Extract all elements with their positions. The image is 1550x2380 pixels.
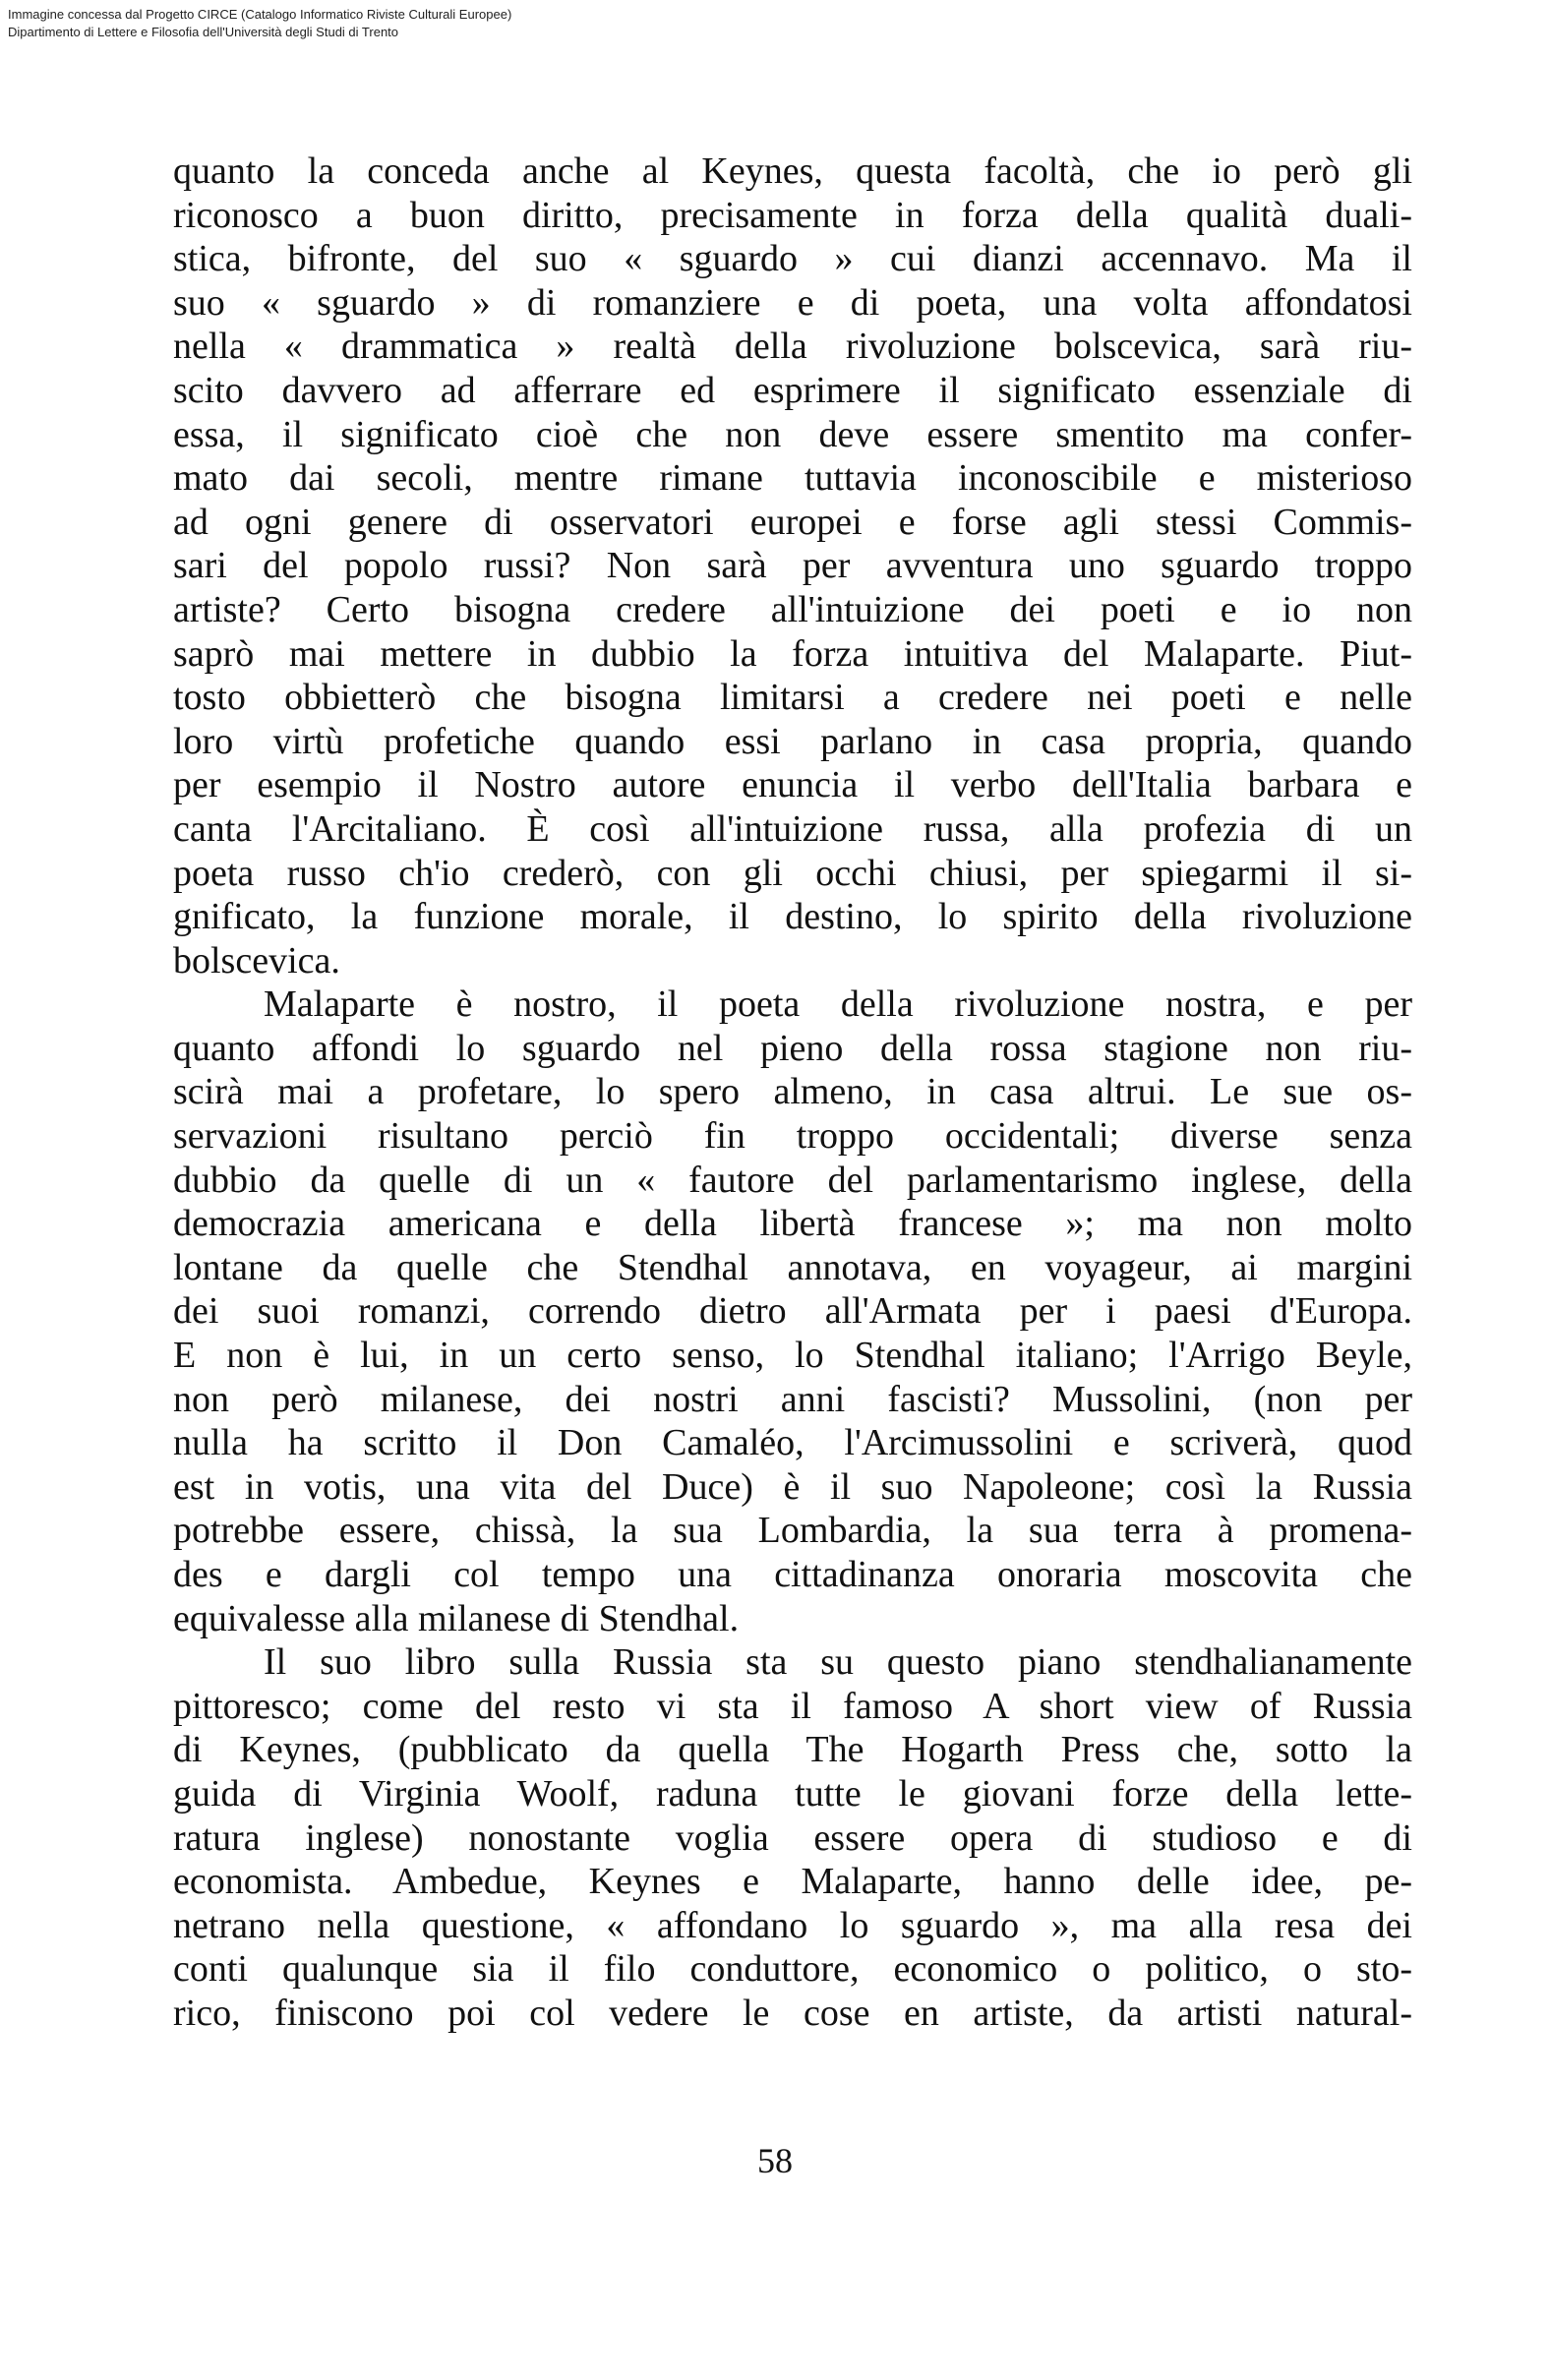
text-line: suo « sguardo » di romanziere e di poeta, una volta affondatosi (173, 281, 1412, 324)
paragraph-end-line: equivalesse alla milanese di Stendhal. (173, 1597, 740, 1639)
text-line: per esempio il Nostro autore enuncia il verbo dell'Italia barbara e (173, 764, 1412, 806)
text-line: quanto la conceda anche al Keynes, questa facoltà, che io però gli (173, 150, 1412, 192)
text-line: stica, bifronte, del suo « sguardo » cui dianzi accennavo. Ma il (173, 238, 1412, 280)
text-line: essa, il significato cioè che non deve essere smentito ma confer- (173, 413, 1412, 455)
text-line: economista. Ambedue, Keynes e Malaparte, hanno delle idee, pe- (173, 1861, 1412, 1903)
text-line: guida di Virginia Woolf, raduna tutte le giovani forze della lette- (173, 1772, 1412, 1815)
text-line: quanto affondi lo sguardo nel pieno della rossa stagione non riu- (173, 1027, 1412, 1069)
text-line: non però milanese, dei nostri anni fascisti? Mussolini, (non per (173, 1378, 1412, 1420)
text-line: tosto obbietterò che bisogna limitarsi a credere nei poeti e nelle (173, 677, 1412, 719)
text-line: lontane da quelle che Stendhal annotava, en voyageur, ai margini (173, 1246, 1412, 1288)
text-line: ratura inglese) nonostante voglia essere opera di studioso e di (173, 1816, 1412, 1859)
text-line: democrazia americana e della libertà francese »; ma non molto (173, 1203, 1412, 1245)
credit-line-1: Immagine concessa dal Progetto CIRCE (Catalogo Informatico Riviste Culturali Europee) (8, 7, 512, 22)
page-body (173, 149, 1412, 2036)
paragraph-end-line: bolscevica. (173, 939, 340, 982)
text-line: scirà mai a profetare, lo spero almeno, in casa altrui. Le sue os- (173, 1071, 1412, 1113)
text-line: scito davvero ad afferrare ed esprimere il significato essenziale di (173, 369, 1412, 411)
text-line: sari del popolo russi? Non sarà per avventura uno sguardo troppo (173, 545, 1412, 587)
text-line: loro virtù profetiche quando essi parlano in casa propria, quando (173, 720, 1412, 762)
text-line: servazioni risultano perciò fin troppo occidentali; diverse senza (173, 1115, 1412, 1158)
text-line: canta l'Arcitaliano. È così all'intuizione russa, alla profezia di un (173, 807, 1412, 850)
paragraph-start-line: Malaparte è nostro, il poeta della rivoluzione nostra, e per (264, 983, 1412, 1026)
text-line: riconosco a buon diritto, precisamente in forza della qualità duali- (173, 194, 1412, 236)
text-line: des e dargli col tempo una cittadinanza onoraria moscovita che (173, 1554, 1412, 1595)
text-line: gnificato, la funzione morale, il destino, lo spirito della rivoluzione (173, 896, 1412, 938)
text-line: ad ogni genere di osservatori europei e forse agli stessi Commis- (173, 501, 1412, 543)
text-line: dei suoi romanzi, correndo dietro all'Armata per i paesi d'Europa. (173, 1290, 1412, 1333)
paragraph-start-line: Il suo libro sulla Russia sta su questo piano stendhalianamente (264, 1641, 1412, 1684)
text-line: mato dai secoli, mentre rimane tuttavia inconoscibile e misterioso (173, 457, 1412, 500)
credit-line-2: Dipartimento di Lettere e Filosofia dell'Università degli Studi di Trento (8, 25, 399, 39)
text-line: nella « drammatica » realtà della rivoluzione bolscevica, sarà riu- (173, 326, 1412, 368)
text-line: netrano nella questione, « affondano lo sguardo », ma alla resa dei (173, 1904, 1412, 1946)
text-line: pittoresco; come del resto vi sta il famoso A short view of Russia (173, 1685, 1412, 1727)
text-line: dubbio da quelle di un « fautore del parlamentarismo inglese, della (173, 1159, 1412, 1201)
text-line: nulla ha scritto il Don Camaléo, l'Arcimussolini e scriverà, quod (173, 1422, 1412, 1464)
text-line: est in votis, una vita del Duce) è il suo Napoleone; così la Russia (173, 1465, 1412, 1508)
text-line: saprò mai mettere in dubbio la forza intuitiva del Malaparte. Piut- (173, 632, 1412, 675)
text-line: poeta russo ch'io crederò, con gli occhi chiusi, per spiegarmi il si- (173, 852, 1412, 894)
page-number: 58 (757, 2141, 793, 2180)
text-line: potrebbe essere, chissà, la sua Lombardia, la sua terra à promena- (173, 1510, 1412, 1552)
text-line: di Keynes, (pubblicato da quella The Hogarth Press che, sotto la (173, 1729, 1412, 1771)
text-line: rico, finiscono poi col vedere le cose en artiste, da artisti natural- (173, 1992, 1412, 2034)
text-line: artiste? Certo bisogna credere all'intuizione dei poeti e io non (173, 588, 1412, 630)
text-line: conti qualunque sia il filo conduttore, economico o politico, o sto- (173, 1948, 1412, 1991)
text-line: E non è lui, in un certo senso, lo Stendhal italiano; l'Arrigo Beyle, (173, 1335, 1412, 1377)
image-credit (8, 6, 511, 41)
